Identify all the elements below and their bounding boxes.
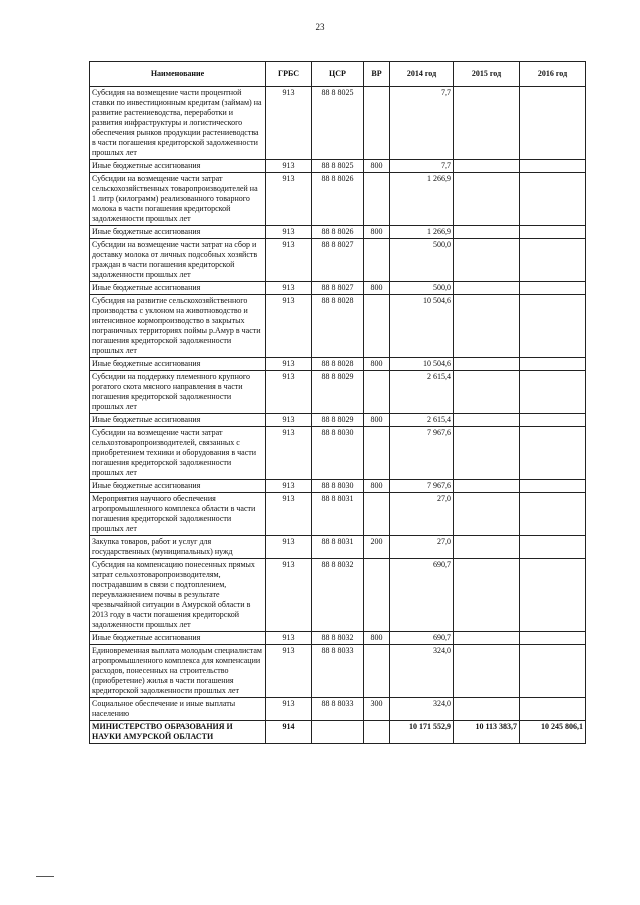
- cell-grbs: 913: [266, 282, 312, 295]
- cell-y2015: [454, 295, 520, 358]
- cell-y2016: [520, 632, 586, 645]
- cell-name: Единовременная выплата молодым специалистам агропромышленного комплекса для компенсации расходов, понесенных на строительство (приобретение) жилья в части погашения кредиторской задолженности прошлых лет: [90, 645, 266, 698]
- cell-y2014: 2 615,4: [390, 414, 454, 427]
- cell-grbs: 913: [266, 427, 312, 480]
- cell-vr: 800: [364, 282, 390, 295]
- cell-grbs: 913: [266, 559, 312, 632]
- page-number: 23: [315, 22, 325, 32]
- cell-csr: 88 8 8027: [312, 239, 364, 282]
- header-name: Наименование: [90, 62, 266, 87]
- cell-y2016: [520, 559, 586, 632]
- table-row: [90, 645, 586, 698]
- cell-csr: 88 8 8025: [312, 160, 364, 173]
- cell-y2015: [454, 87, 520, 160]
- cell-csr: 88 8 8031: [312, 493, 364, 536]
- cell-y2014: 324,0: [390, 698, 454, 721]
- cell-name: Иные бюджетные ассигнования: [90, 358, 266, 371]
- cell-y2015: [454, 239, 520, 282]
- table-row: [90, 371, 586, 414]
- cell-grbs: 913: [266, 295, 312, 358]
- cell-vr: 800: [364, 414, 390, 427]
- cell-y2014: 10 504,6: [390, 295, 454, 358]
- cell-y2014: 7,7: [390, 160, 454, 173]
- cell-y2015: [454, 536, 520, 559]
- cell-y2016: [520, 645, 586, 698]
- cell-y2015: [454, 427, 520, 480]
- cell-y2016: [520, 371, 586, 414]
- cell-y2016: [520, 226, 586, 239]
- cell-vr: [364, 371, 390, 414]
- cell-grbs: 913: [266, 173, 312, 226]
- cell-y2015: [454, 493, 520, 536]
- table-row: [90, 160, 586, 173]
- header-2016: 2016 год: [520, 62, 586, 87]
- header-vr: ВР: [364, 62, 390, 87]
- header-csr: ЦСР: [312, 62, 364, 87]
- cell-csr: 88 8 8033: [312, 698, 364, 721]
- cell-y2015: [454, 414, 520, 427]
- cell-y2014: 7,7: [390, 87, 454, 160]
- table-header-row: [90, 62, 586, 87]
- cell-csr: 88 8 8028: [312, 295, 364, 358]
- cell-vr: [364, 559, 390, 632]
- cell-vr: [364, 645, 390, 698]
- cell-name: Субсидии на возмещение части затрат сельхозтоваропроизводителей, связанных с приобретением техники и оборудования в части погашения кредиторской задолженности прошлых лет: [90, 427, 266, 480]
- table-row: [90, 87, 586, 160]
- table-row: [90, 493, 586, 536]
- table-row: [90, 295, 586, 358]
- cell-csr: 88 8 8029: [312, 414, 364, 427]
- cell-y2014: 1 266,9: [390, 173, 454, 226]
- cell-name: Мероприятия научного обеспечения агропромышленного комплекса области в части погашения кредиторской задолженности прошлых лет: [90, 493, 266, 536]
- cell-grbs: 913: [266, 645, 312, 698]
- cell-grbs: 913: [266, 536, 312, 559]
- header-grbs: ГРБС: [266, 62, 312, 87]
- cell-vr: 800: [364, 480, 390, 493]
- cell-y2014: 2 615,4: [390, 371, 454, 414]
- cell-csr: 88 8 8028: [312, 358, 364, 371]
- cell-y2015: [454, 173, 520, 226]
- cell-grbs: 913: [266, 239, 312, 282]
- cell-y2016: [520, 427, 586, 480]
- cell-name: Иные бюджетные ассигнования: [90, 226, 266, 239]
- cell-y2014: 27,0: [390, 493, 454, 536]
- cell-y2015: [454, 645, 520, 698]
- cell-name: Субсидия на возмещение части процентной ставки по инвестиционным кредитам (займам) на развитие растениеводства, переработки и развития инфраструктуры и логистического обеспечения рынков продукции растениеводства в части погашения кредиторской задолженности прошлых лет: [90, 87, 266, 160]
- cell-csr: 88 8 8026: [312, 173, 364, 226]
- cell-vr: 300: [364, 698, 390, 721]
- cell-csr: 88 8 8030: [312, 480, 364, 493]
- table-row: [90, 173, 586, 226]
- cell-y2016: [520, 295, 586, 358]
- cell-y2014: 7 967,6: [390, 480, 454, 493]
- cell-y2016: [520, 87, 586, 160]
- cell-vr: [364, 427, 390, 480]
- cell-vr: [364, 173, 390, 226]
- cell-y2014: 500,0: [390, 282, 454, 295]
- cell-y2016: [520, 536, 586, 559]
- cell-name: Субсидии на возмещение части затрат на сбор и доставку молока от личных подсобных хозяйств граждан в части погашения кредиторской задолженности прошлых лет: [90, 239, 266, 282]
- cell-vr: [364, 239, 390, 282]
- cell-name: Субсидии на поддержку племенного крупного рогатого скота мясного направления в части погашения кредиторской задолженности прошлых лет: [90, 371, 266, 414]
- cell-grbs: 913: [266, 632, 312, 645]
- cell-name: Иные бюджетные ассигнования: [90, 480, 266, 493]
- cell-y2015: [454, 698, 520, 721]
- cell-grbs: 913: [266, 87, 312, 160]
- table-row: [90, 480, 586, 493]
- cell-y2015: [454, 226, 520, 239]
- cell-y2016: [520, 160, 586, 173]
- cell-name: Субсидия на развитие сельскохозяйственного производства с уклоном на животноводство и интенсивное кормопроизводство в закрытых пограничных территориях поймы р.Амур в части погашения кредиторской задолженности прошлых лет: [90, 295, 266, 358]
- cell-vr: [364, 295, 390, 358]
- cell-grbs: 913: [266, 371, 312, 414]
- cell-y2015: [454, 480, 520, 493]
- cell-grbs: 913: [266, 160, 312, 173]
- table-row: [90, 632, 586, 645]
- cell-y2014: 27,0: [390, 536, 454, 559]
- table-row: [90, 536, 586, 559]
- cell-vr: [364, 493, 390, 536]
- cell-name: Иные бюджетные ассигнования: [90, 414, 266, 427]
- table-row: [90, 427, 586, 480]
- cell-name: МИНИСТЕРСТВО ОБРАЗОВАНИЯ И НАУКИ АМУРСКОЙ ОБЛАСТИ: [90, 721, 266, 744]
- cell-grbs: 913: [266, 414, 312, 427]
- cell-y2015: [454, 160, 520, 173]
- cell-csr: 88 8 8026: [312, 226, 364, 239]
- budget-table: [89, 61, 586, 744]
- header-2015: 2015 год: [454, 62, 520, 87]
- table-row: [90, 559, 586, 632]
- cell-y2016: 10 245 806,1: [520, 721, 586, 744]
- cell-name: Субсидия на компенсацию понесенных прямых затрат сельхозтоваропроизводителям, пострадавшим в связи с подтоплением, переувлажнением почвы в результате чрезвычайной ситуации в Амурской области в 2013 году в части погашения кредиторской задолженности прошлых лет: [90, 559, 266, 632]
- cell-grbs: 913: [266, 698, 312, 721]
- table-row: [90, 414, 586, 427]
- cell-vr: [364, 721, 390, 744]
- cell-y2015: [454, 358, 520, 371]
- cell-y2014: 10 504,6: [390, 358, 454, 371]
- cell-csr: 88 8 8032: [312, 632, 364, 645]
- cell-vr: 800: [364, 358, 390, 371]
- cell-name: Субсидии на возмещение части затрат сельскохозяйственных товаропроизводителей на 1 литр (килограмм) реализованного товарного молока в части погашения кредиторской задолженности прошлых лет: [90, 173, 266, 226]
- cell-csr: [312, 721, 364, 744]
- cell-name: Иные бюджетные ассигнования: [90, 632, 266, 645]
- table-row: [90, 239, 586, 282]
- cell-y2014: 1 266,9: [390, 226, 454, 239]
- cell-y2015: [454, 559, 520, 632]
- header-2014: 2014 год: [390, 62, 454, 87]
- table-row: [90, 226, 586, 239]
- cell-grbs: 913: [266, 480, 312, 493]
- cell-csr: 88 8 8032: [312, 559, 364, 632]
- cell-grbs: 913: [266, 226, 312, 239]
- cell-y2016: [520, 358, 586, 371]
- cell-vr: 800: [364, 632, 390, 645]
- cell-y2014: 10 171 552,9: [390, 721, 454, 744]
- cell-y2014: 500,0: [390, 239, 454, 282]
- cell-grbs: 913: [266, 358, 312, 371]
- cell-name: Закупка товаров, работ и услуг для государственных (муниципальных) нужд: [90, 536, 266, 559]
- cell-y2014: 690,7: [390, 559, 454, 632]
- cell-name: Социальное обеспечение и иные выплаты населению: [90, 698, 266, 721]
- cell-name: Иные бюджетные ассигнования: [90, 282, 266, 295]
- cell-vr: 800: [364, 160, 390, 173]
- cell-grbs: 914: [266, 721, 312, 744]
- cell-vr: 200: [364, 536, 390, 559]
- cell-y2016: [520, 414, 586, 427]
- cell-y2015: [454, 282, 520, 295]
- cell-vr: 800: [364, 226, 390, 239]
- cell-y2014: 324,0: [390, 645, 454, 698]
- cell-y2015: [454, 632, 520, 645]
- cell-vr: [364, 87, 390, 160]
- cell-csr: 88 8 8027: [312, 282, 364, 295]
- cell-y2016: [520, 173, 586, 226]
- cell-csr: 88 8 8030: [312, 427, 364, 480]
- cell-y2016: [520, 698, 586, 721]
- cell-y2015: 10 113 383,7: [454, 721, 520, 744]
- table-row: [90, 698, 586, 721]
- cell-y2016: [520, 493, 586, 536]
- table-row: [90, 721, 586, 744]
- cell-y2016: [520, 282, 586, 295]
- margin-mark: [36, 876, 54, 877]
- table-row: [90, 282, 586, 295]
- cell-name: Иные бюджетные ассигнования: [90, 160, 266, 173]
- cell-y2015: [454, 371, 520, 414]
- cell-y2014: 690,7: [390, 632, 454, 645]
- table-body: [90, 87, 586, 744]
- cell-grbs: 913: [266, 493, 312, 536]
- cell-csr: 88 8 8033: [312, 645, 364, 698]
- cell-csr: 88 8 8025: [312, 87, 364, 160]
- cell-y2016: [520, 239, 586, 282]
- cell-y2014: 7 967,6: [390, 427, 454, 480]
- cell-csr: 88 8 8029: [312, 371, 364, 414]
- cell-csr: 88 8 8031: [312, 536, 364, 559]
- table-row: [90, 358, 586, 371]
- cell-y2016: [520, 480, 586, 493]
